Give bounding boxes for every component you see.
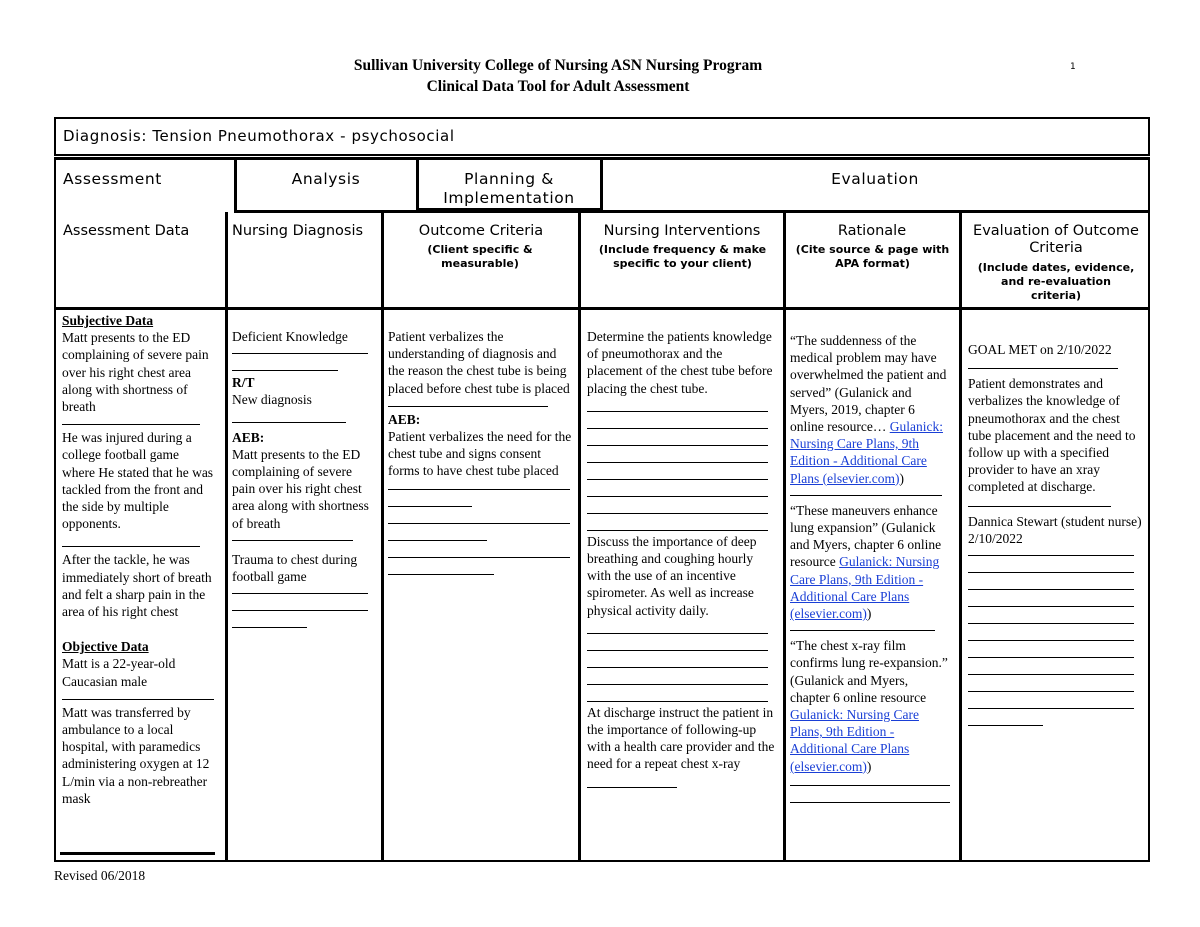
cause-statement: Trauma to chest during football game <box>232 551 358 585</box>
blank-line <box>232 610 368 611</box>
blank-line <box>62 424 200 425</box>
rationale-source-link[interactable]: Gulanick: Nursing Care Plans, 9th Edition - Additional Care Plans (elsevier.com) <box>790 419 943 486</box>
subjective-data-label: Subjective Data <box>62 313 154 328</box>
blank-line <box>388 506 472 507</box>
blank-line <box>388 489 570 490</box>
aeb-evidence: Matt presents to the ED complaining of severe pain over his right chest area along with shortness of breath <box>232 446 369 531</box>
rationale-close: ) <box>866 606 872 622</box>
rationale-source-link[interactable]: Gulanick: Nursing Care Plans, 9th Edition - Additional Care Plans (elsevier.com) <box>790 707 919 774</box>
blank-line <box>790 802 950 803</box>
blank-line <box>587 513 768 514</box>
document-title: Sullivan University College of Nursing ASN Nursing Program <box>353 57 763 74</box>
blank-line <box>968 555 1134 556</box>
subjective-item: He was injured during a college football game where He stated that he was tackled from the front and the side by multiple opponents. <box>62 430 214 532</box>
page-number: 1 <box>1070 62 1076 72</box>
col-header-nursing-interventions: Nursing Interventions <box>603 223 761 239</box>
blank-line <box>587 496 768 497</box>
aeb-label: AEB: <box>388 411 421 427</box>
blank-line <box>587 462 768 463</box>
blank-line <box>388 523 570 524</box>
blank-line <box>232 540 353 541</box>
goal-status: GOAL MET on 2/10/2022 <box>968 342 1112 357</box>
intervention-item: Discuss the importance of deep breathing and coughing hourly with the use of an incentive spirometer. As well as increase physical activity daily. <box>587 533 757 618</box>
col-subheader-evaluation: (Include dates, evidence, and re-evaluation criteria) <box>977 261 1135 302</box>
blank-line <box>587 411 768 412</box>
outcome-statement: Patient verbalizes the need for the chest tube and signs consent forms to have chest tube placed <box>388 429 572 479</box>
blank-line <box>968 606 1134 607</box>
evaluation-evidence: Patient demonstrates and verbalizes the knowledge of pneumothorax and the chest tube placement and the need to follow up with a specified provider to have an xray completed at discharge. <box>968 376 1136 495</box>
blank-line <box>232 593 368 594</box>
blank-line <box>968 708 1134 709</box>
blank-line <box>968 657 1134 658</box>
blank-line <box>587 684 768 685</box>
blank-line <box>232 353 368 354</box>
objective-item: Matt is a 22-year-old Caucasian male <box>62 656 176 689</box>
col-header-rationale: Rationale <box>837 223 907 239</box>
blank-line <box>232 422 346 423</box>
rt-label: R/T <box>232 375 255 391</box>
divider <box>60 852 215 855</box>
diagnosis-text: Diagnosis: Tension Pneumothorax - psychosocial <box>63 127 455 145</box>
rationale-text: “These maneuvers enhance lung expansion” (Gulanick and Myers, chapter 6 online resource <box>790 502 942 570</box>
intervention-item: At discharge instruct the patient in the importance of following-up with a health care provider and the need for a repeat chest x-ray <box>587 704 775 772</box>
col-subheader-interventions: (Include frequency & make specific to your client) <box>598 243 767 270</box>
subjective-item: Matt presents to the ED complaining of severe pain over his right chest area along with shortness of breath <box>62 330 209 415</box>
evaluation-signature: Dannica Stewart (student nurse) 2/10/2022 <box>968 513 1142 546</box>
rationale-cell <box>790 332 950 803</box>
blank-line <box>62 546 200 547</box>
blank-line <box>968 640 1134 641</box>
col-header-outcome-criteria: Outcome Criteria <box>418 223 544 239</box>
blank-line <box>790 630 935 631</box>
blank-line <box>587 650 768 651</box>
rationale-source-link[interactable]: Gulanick: Nursing Care Plans, 9th Edition - Additional Care Plans (elsevier.com) <box>790 554 940 622</box>
blank-line <box>968 506 1111 507</box>
diagnosis-statement: Deficient Knowledge <box>232 329 348 344</box>
related-to: New diagnosis <box>232 392 312 408</box>
blank-line <box>968 572 1134 573</box>
blank-line <box>388 540 487 541</box>
blank-line <box>587 667 768 668</box>
divider <box>54 307 1150 310</box>
blank-line <box>232 370 338 371</box>
col-header-assessment-data: Assessment Data <box>63 223 190 239</box>
rationale-item <box>790 502 950 622</box>
blank-line <box>968 623 1134 624</box>
rationale-text: “The suddenness of the medical problem may have overwhelmed the patient and served” (Gulanick and Myers, 2019, chapter 6 online resource… <box>790 333 947 435</box>
rationale-item <box>790 332 950 487</box>
col-subheader-outcome: (Client specific & measurable) <box>427 243 533 270</box>
blank-line <box>388 557 570 558</box>
section-analysis: Analysis <box>291 170 361 188</box>
blank-line <box>968 691 1134 692</box>
subjective-item: After the tackle, he was immediately short of breath and felt a sharp pain in the area of his right chest <box>62 552 212 620</box>
rationale-text: “The chest x-ray film confirms lung re-expansion.” (Gulanick and Myers, chapter 6 online resource <box>790 638 948 705</box>
blank-line <box>587 787 677 788</box>
rationale-close: ) <box>866 758 872 774</box>
blank-line <box>587 701 768 702</box>
blank-line <box>587 479 768 480</box>
nursing-diagnosis-cell <box>232 328 375 628</box>
outcome-statement: Patient verbalizes the understanding of diagnosis and the reason the chest tube is being placed before chest tube is placed <box>388 329 570 396</box>
col-subheader-rationale: (Cite source & page with APA format) <box>795 243 950 270</box>
evaluation-cell <box>968 341 1144 726</box>
section-assessment: Assessment <box>63 170 162 188</box>
col-header-nursing-diagnosis: Nursing Diagnosis <box>232 223 364 239</box>
blank-line <box>587 428 768 429</box>
blank-line <box>388 574 494 575</box>
objective-data-label: Objective Data <box>62 639 149 655</box>
intervention-item: Determine the patients knowledge of pneumothorax and the placement of the chest tube before placing the chest tube. <box>587 329 773 396</box>
blank-line <box>587 633 768 634</box>
section-evaluation: Evaluation <box>831 170 919 188</box>
blank-line <box>968 368 1118 369</box>
rationale-item <box>790 637 950 775</box>
assessment-data-cell <box>62 312 215 807</box>
blank-line <box>968 674 1134 675</box>
blank-line <box>790 785 950 786</box>
blank-line <box>587 530 768 531</box>
revision-footer: Revised 06/2018 <box>54 868 146 883</box>
rationale-close: ) <box>899 470 904 486</box>
blank-line <box>790 495 942 496</box>
aeb-label: AEB: <box>232 429 265 445</box>
blank-line <box>587 445 768 446</box>
section-planning: Planning & Implementation <box>443 170 575 207</box>
blank-line <box>968 589 1134 590</box>
col-header-evaluation-outcome: Evaluation of Outcome Criteria <box>973 223 1139 256</box>
blank-line <box>968 725 1043 726</box>
blank-line <box>232 627 307 628</box>
blank-line <box>62 699 214 700</box>
document-subtitle: Clinical Data Tool for Adult Assessment <box>426 78 690 95</box>
nursing-interventions-cell <box>587 328 775 788</box>
outcome-criteria-cell <box>388 328 573 575</box>
objective-item: Matt was transferred by ambulance to a local hospital, with paramedics administering oxygen at 12 L/min via a non-rebreather mask <box>62 704 210 806</box>
blank-line <box>388 406 548 407</box>
